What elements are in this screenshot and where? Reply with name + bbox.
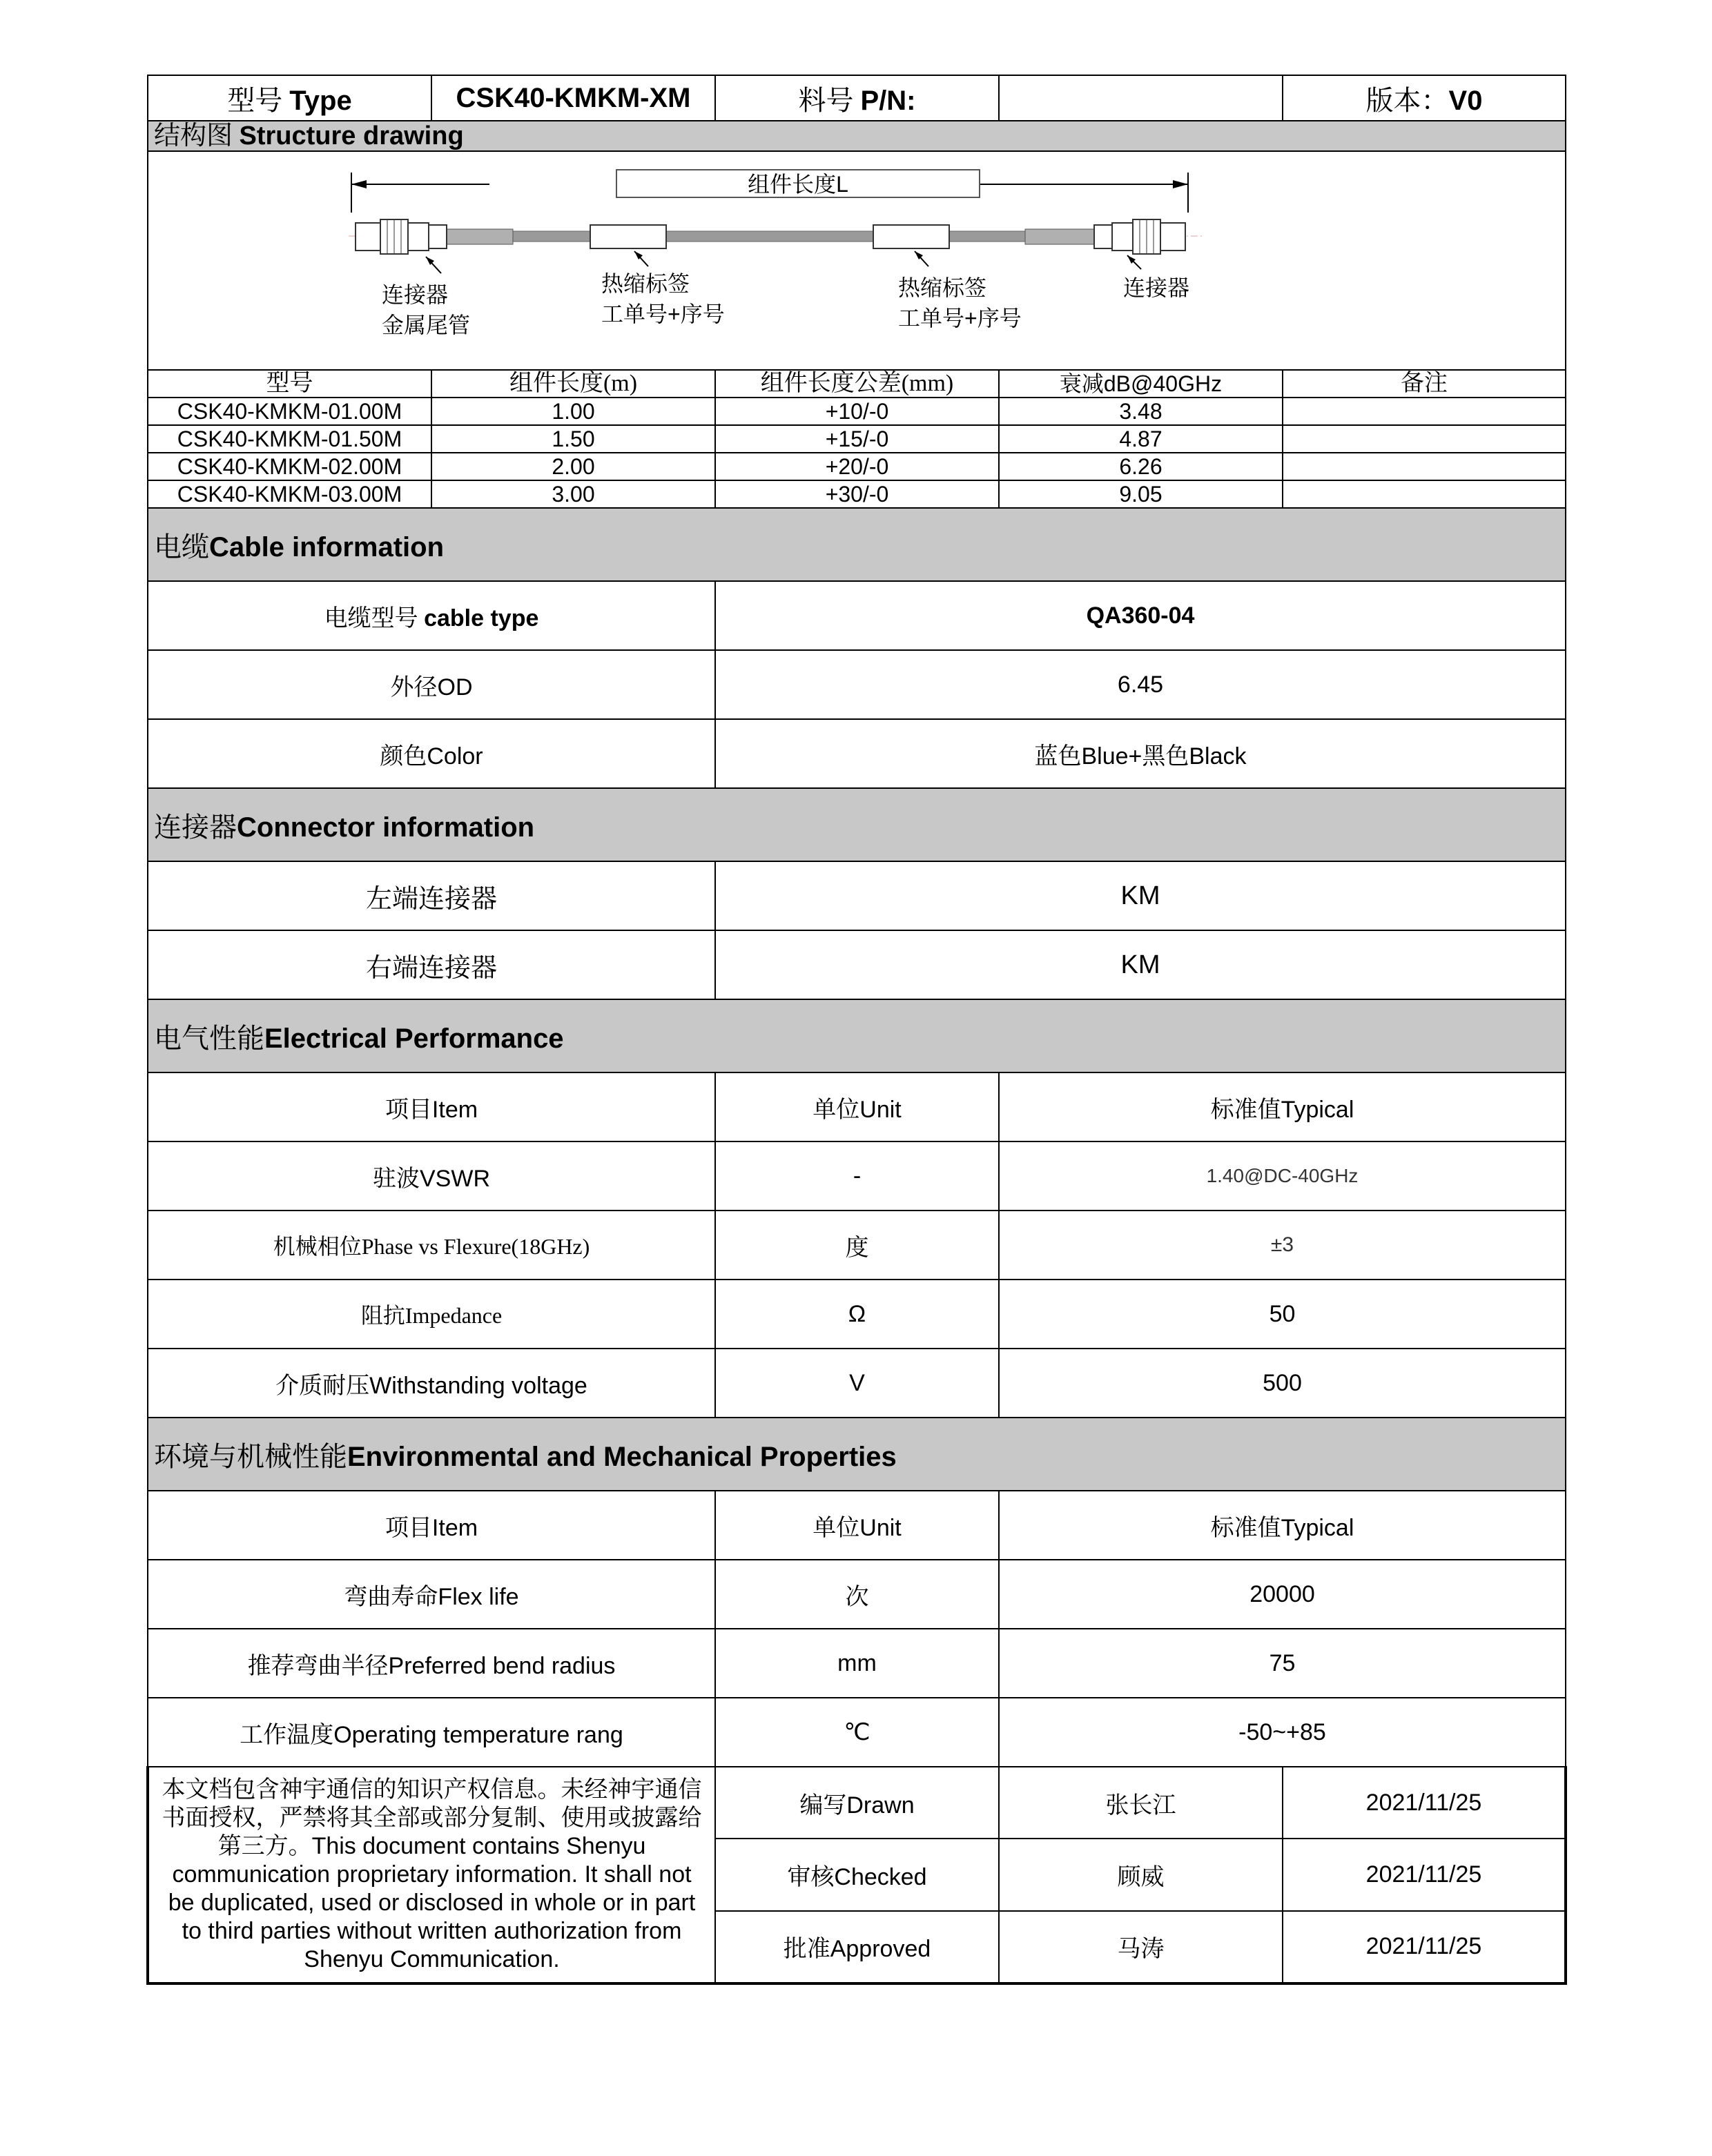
model-length: 1.50 [431,425,715,453]
table-row [148,1629,1566,1698]
model-remark [1283,480,1566,508]
model-name: CSK40-KMKM-01.00M [148,398,431,425]
model-length: 3.00 [431,480,715,508]
electrical-unit: Ω [715,1280,999,1349]
pn-label: 料号 P/N: [715,75,999,121]
cable-section-title: 电缆Cable information [148,508,1566,581]
table-row [148,1141,1566,1211]
electrical-header-row [148,1072,1566,1141]
electrical-typical: ±3 [999,1211,1566,1280]
left-connector-value: KM [715,861,1566,930]
cable-color-label: 颜色Color [148,719,715,788]
model-attenuation: 3.48 [999,398,1283,425]
environmental-col-item: 项目Item [148,1491,715,1560]
cable-section [148,508,1566,581]
left-connector-label: 左端连接器 [148,861,715,930]
callout-right-connector: 连接器 [1123,275,1190,300]
heat-shrink-label-2 [873,225,949,248]
arrow-left-icon [351,180,367,188]
models-col-attenuation: 衰减dB@40GHz [999,370,1283,398]
callout-label2-desc: 工单号+序号 [898,306,1022,331]
electrical-item: 介质耐压Withstanding voltage [148,1349,715,1418]
model-name: CSK40-KMKM-01.50M [148,425,431,453]
spec-table [146,75,1567,1985]
right-metal-tail [1025,229,1094,244]
model-attenuation: 9.05 [999,480,1283,508]
electrical-unit: 度 [715,1211,999,1280]
models-col-tolerance: 组件长度公差(mm) [715,370,999,398]
model-length: 1.00 [431,398,715,425]
cable-row [148,581,1566,650]
model-attenuation: 6.26 [999,453,1283,480]
approval-role: 批准Approved [715,1911,999,1983]
cable-body [447,231,1093,242]
model-tolerance: +15/-0 [715,425,999,453]
model-tolerance: +30/-0 [715,480,999,508]
pn-value [999,75,1283,121]
approval-name: 马涛 [999,1911,1283,1983]
environmental-item: 工作温度Operating temperature rang [148,1698,715,1767]
table-row [148,425,1566,453]
table-row [148,453,1566,480]
callout-label1-desc: 工单号+序号 [601,302,725,326]
models-col-length: 组件长度(m) [431,370,715,398]
electrical-col-typical: 标准值Typical [999,1072,1566,1141]
approval-role: 审核Checked [715,1839,999,1910]
type-label-en: Type [289,85,352,116]
electrical-item: 驻波VSWR [148,1141,715,1211]
approval-date: 2021/11/25 [1283,1911,1566,1983]
model-name: CSK40-KMKM-02.00M [148,453,431,480]
left-connector-icon [356,219,447,254]
cable-row [148,650,1566,719]
electrical-section-title: 电气性能Electrical Performance [148,999,1566,1072]
heat-shrink-label-1 [590,225,666,248]
connector-row [148,861,1566,930]
callout-left-connector: 连接器 [382,282,449,307]
left-metal-tail [444,229,513,244]
table-row [148,1211,1566,1280]
environmental-section-title: 环境与机械性能Environmental and Mechanical Properties [148,1418,1566,1491]
connector-section-title: 连接器Connector information [148,788,1566,861]
electrical-unit: - [715,1141,999,1211]
model-remark [1283,425,1566,453]
approval-date: 2021/11/25 [1283,1839,1566,1910]
cable-od-label: 外径OD [148,650,715,719]
cable-color-value: 蓝色Blue+黑色Black [715,719,1566,788]
electrical-typical: 1.40@DC-40GHz [999,1141,1566,1211]
cable-od-value: 6.45 [715,650,1566,719]
cable-assembly-drawing [148,152,1564,369]
model-length: 2.00 [431,453,715,480]
callout-left-tail: 金属尾管 [382,313,471,337]
table-row [148,480,1566,508]
environmental-typical: 20000 [999,1560,1566,1629]
notice-en: This document contains Shenyu communication proprietary information. It shall not be duplicated, used or disclosed in whole or in part to third parties without written authorization from Shenyu Communication. [168,1833,696,1972]
environmental-unit: 次 [715,1560,999,1629]
environmental-item: 弯曲寿命Flex life [148,1560,715,1629]
approval-name: 张长江 [999,1767,1283,1839]
model-tolerance: +20/-0 [715,453,999,480]
environmental-col-typical: 标准值Typical [999,1491,1566,1560]
structure-drawing-row [148,151,1566,370]
models-col-remark: 备注 [1283,370,1566,398]
models-col-type: 型号 [148,370,431,398]
confidentiality-notice [148,1767,715,1983]
model-remark [1283,398,1566,425]
table-row [148,1560,1566,1629]
spec-sheet [146,75,1564,1985]
right-connector-value: KM [715,930,1566,999]
type-label: 型号 Type [148,75,431,121]
model-attenuation: 4.87 [999,425,1283,453]
electrical-section [148,999,1566,1072]
environmental-unit: mm [715,1629,999,1698]
electrical-item: 阻抗Impedance [148,1280,715,1349]
arrow-right-icon [1173,180,1188,188]
table-row [148,1280,1566,1349]
approval-date: 2021/11/25 [1283,1767,1566,1839]
structure-title: 结构图 Structure drawing [148,121,1566,151]
length-label: 组件长度L [748,172,848,197]
version-value: V0 [1448,85,1483,116]
electrical-unit: V [715,1349,999,1418]
structure-section [148,121,1566,151]
approval-row [148,1767,1566,1839]
connector-row [148,930,1566,999]
approval-role: 编写Drawn [715,1767,999,1839]
environmental-col-unit: 单位Unit [715,1491,999,1560]
table-row [148,1698,1566,1767]
table-row [148,398,1566,425]
electrical-col-unit: 单位Unit [715,1072,999,1141]
type-value: CSK40-KMKM-XM [431,75,715,121]
version-cell [1283,75,1566,121]
environmental-item: 推荐弯曲半径Preferred bend radius [148,1629,715,1698]
environmental-typical: 75 [999,1629,1566,1698]
approval-name: 顾威 [999,1839,1283,1910]
header-row [148,75,1566,121]
cable-type-label: 电缆型号 cable type [148,581,715,650]
electrical-typical: 50 [999,1280,1566,1349]
model-remark [1283,453,1566,480]
environmental-typical: -50~+85 [999,1698,1566,1767]
version-label: 版本： [1365,84,1449,116]
cable-type-value: QA360-04 [715,581,1566,650]
callout-label2-title: 热缩标签 [898,275,987,300]
environmental-section [148,1418,1566,1491]
environmental-unit: ℃ [715,1698,999,1767]
model-tolerance: +10/-0 [715,398,999,425]
table-row [148,1349,1566,1418]
environmental-header-row [148,1491,1566,1560]
electrical-col-item: 项目Item [148,1072,715,1141]
connector-section [148,788,1566,861]
electrical-item: 机械相位Phase vs Flexure(18GHz) [148,1211,715,1280]
callout-label1-title: 热缩标签 [601,271,690,296]
models-header-row [148,370,1566,398]
right-connector-label: 右端连接器 [148,930,715,999]
cable-row [148,719,1566,788]
right-connector-icon [1094,219,1185,254]
notice-cn: 本文档包含神宇通信的知识产权信息。未经神宇通信书面授权，严禁将其全部或部分复制、使用或披露给第三方。 [162,1777,702,1859]
structure-drawing [148,151,1566,370]
electrical-typical: 500 [999,1349,1566,1418]
model-name: CSK40-KMKM-03.00M [148,480,431,508]
